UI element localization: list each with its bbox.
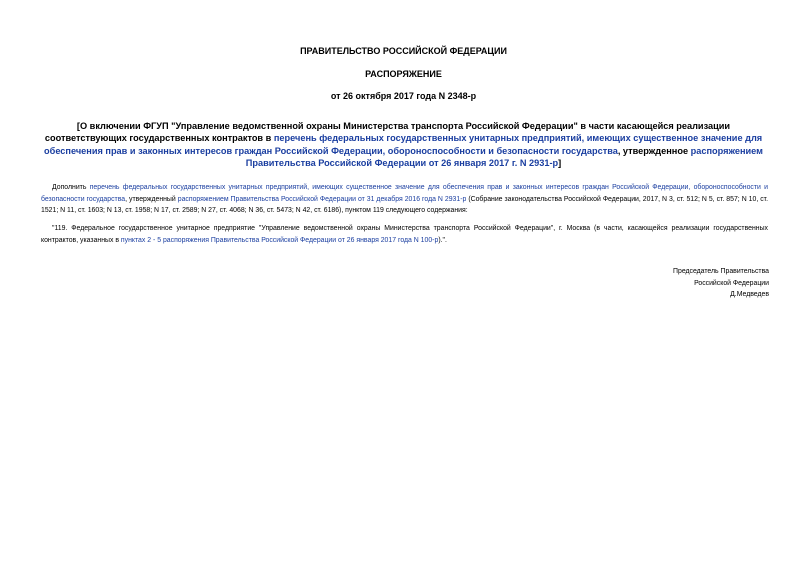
para1-text-2: , утвержденный — [125, 195, 178, 203]
title-text-part2: , утвержденное — [617, 145, 691, 156]
para1-link-enterprise-list[interactable]: перечень федеральных государственных унитарных предприятий, имеющих существенное значение для обеспечения прав и законных интересов граждан Российской Федерации, обороноспособности и безопасности государства — [41, 184, 768, 203]
para1-text-1: Дополнить — [52, 184, 90, 191]
title-text-part1: [О включении ФГУП "Управление ведомственной охраны Министерства транспорта Российской Федерации" в части касающейся реализации соответствующих государственных контрактов в — [44, 121, 731, 144]
title-link-enterprise-list[interactable]: перечень федеральных государственных унитарных предприятий, имеющих существенное значение для обеспечения прав и законных интересов граждан Российской Федерации, обороноспособности и безопасности государства — [44, 133, 763, 156]
signature-country: Российской Федерации — [694, 279, 769, 287]
signature-block — [569, 266, 769, 301]
body-paragraph-2 — [41, 223, 768, 246]
document-title — [40, 120, 767, 170]
document-type-heading: РАСПОРЯЖЕНИЕ — [365, 69, 442, 79]
document-date-number: от 26 октября 2017 года N 2348-р — [330, 91, 477, 101]
para2-text-2: ).". — [438, 236, 447, 244]
title-link-government-order[interactable]: распоряжением Правительства Российской Федерации от 26 января 2017 г. N 2931-р — [245, 145, 763, 169]
body-paragraph-1 — [41, 182, 768, 217]
signature-position: Председатель Правительства — [673, 268, 769, 275]
para2-link-order-points[interactable]: пунктах 2 - 5 распоряжения Правительства Российской Федерации от 26 января 2017 года N 100-р — [120, 236, 439, 244]
title-text-part3: ] — [558, 158, 562, 169]
para1-link-government-order[interactable]: распоряжением Правительства Российской Федерации от 31 декабря 2016 года N 2931-р — [177, 195, 467, 203]
para1-text-3: (Собрание законодательства Российской Федерации, 2017, N 3, ст. 512; N 5, ст. 857; N 10, ст. 1521; N 11, ст. 1603; N 13, ст. 1958; N 17, ст. 2589; N 27, ст. 4068; N 36, ст. 5473; N 42, ст. 6186), пунктом 119 следующего содержания: — [41, 195, 768, 215]
government-heading: ПРАВИТЕЛЬСТВО РОССИЙСКОЙ ФЕДЕРАЦИИ — [300, 46, 507, 56]
signature-name: Д.Медведев — [730, 291, 769, 299]
para2-text-1: "119. Федеральное государственное унитарное предприятие "Управление ведомственной охраны Министерства транспорта Российской Федерации", г. Москва (в части, касающейся реализации государственных контрактов, указанных в — [41, 225, 768, 244]
